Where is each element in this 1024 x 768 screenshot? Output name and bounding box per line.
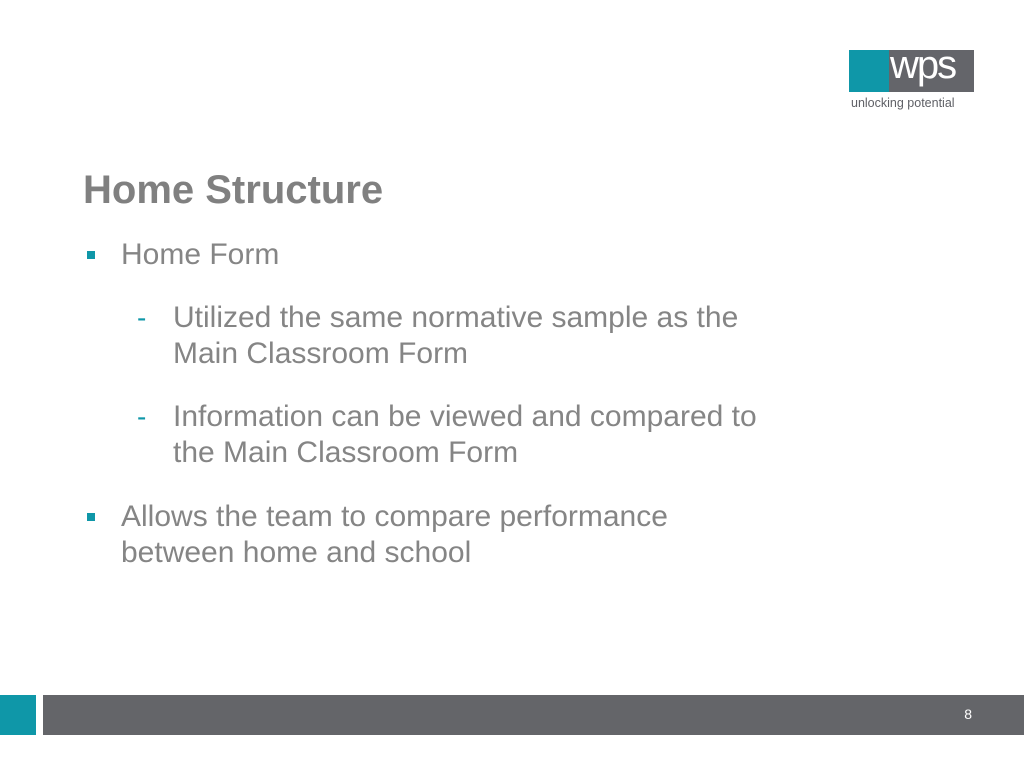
logo-tagline: unlocking potential (851, 96, 955, 110)
bullet-square-icon (87, 513, 95, 521)
sub-bullet-dash: - (137, 401, 147, 432)
footer-accent-block (0, 695, 36, 735)
sub-bullet-1-line-2: Main Classroom Form (173, 337, 469, 370)
footer-bar (43, 695, 1024, 735)
logo-wordmark: wps (890, 50, 956, 87)
bullet-2-line-1: Allows the team to compare performance (121, 500, 668, 533)
bullet-2-line-2: between home and school (121, 536, 472, 569)
sub-bullet-1-line-1: Utilized the same normative sample as the (173, 301, 739, 334)
sub-bullet-2-line-2: the Main Classroom Form (173, 436, 519, 469)
slide-title: Home Structure (83, 168, 384, 212)
sub-bullet-dash: - (137, 302, 147, 333)
logo-teal-square (849, 50, 889, 92)
bullet-1-text: Home Form (121, 238, 280, 271)
logo-wordmark-box (889, 50, 974, 92)
wps-logo (849, 50, 979, 114)
bullet-square-icon (87, 251, 95, 259)
sub-bullet-2-line-1: Information can be viewed and compared to (173, 400, 757, 433)
page-number: 8 (964, 706, 972, 722)
